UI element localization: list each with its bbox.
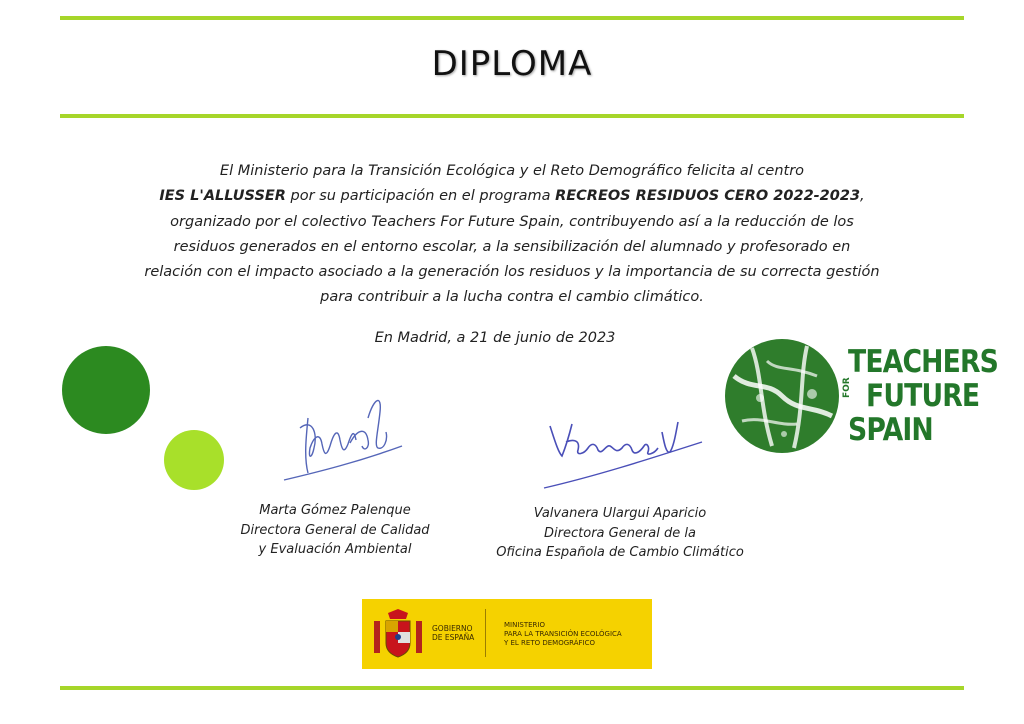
gov-left-line-1: GOBIERNO — [432, 624, 473, 633]
decorative-circle-dark — [62, 346, 150, 434]
signer-2-role-line-2: Oficina Española de Cambio Climático — [496, 545, 744, 560]
signer-1-name: Marta Gómez Palenque — [259, 503, 411, 518]
gov-divider — [485, 609, 486, 657]
school-name: IES L'ALLUSSER — [159, 188, 286, 205]
leaf-globe-icon — [725, 339, 839, 453]
body-line-2-mid: por su participación en el programa — [285, 188, 556, 205]
body-line-1: El Ministerio para la Transición Ecológica y el Reto Demográfico felicita al centro — [219, 163, 805, 179]
gobierno-de-espana-text — [432, 624, 474, 642]
signer-1-block — [230, 501, 440, 560]
gov-right-line-2: PARA LA TRANSICIÓN ECOLÓGICA — [504, 630, 622, 638]
body-line-6: para contribuir a la lucha contra el cambio climático. — [320, 289, 704, 306]
signature-1 — [278, 388, 408, 498]
coat-of-arms-icon — [372, 607, 424, 661]
logo-future-text: FUTURE — [866, 378, 980, 414]
logo-for-text: FOR — [842, 377, 852, 398]
body-line-5: relación con el impacto asociado a la generación los residuos y la importancia de su correcta gestión — [144, 264, 880, 281]
signer-2-role-line-1: Directora General de la — [544, 525, 696, 541]
government-banner — [362, 599, 652, 669]
diploma-title: DIPLOMA — [431, 44, 593, 84]
bottom-rule — [60, 686, 964, 690]
program-name: RECREOS RESIDUOS CERO 2022-2023 — [555, 188, 861, 205]
signer-2-name: Valvanera Ulargui Aparicio — [533, 506, 707, 521]
ministerio-text — [504, 621, 622, 648]
diploma-body — [110, 159, 914, 311]
body-line-3: organizado por el colectivo Teachers For Future Spain, contribuyendo así a la reducción de los — [170, 213, 854, 230]
signer-1-role-line-2: y Evaluación Ambiental — [258, 542, 412, 557]
body-line-2 — [110, 184, 914, 209]
signature-2 — [536, 402, 706, 492]
logo-spain-text: SPAIN — [848, 412, 933, 448]
logo-teachers-text: TEACHERS — [848, 344, 998, 380]
decorative-circle-light — [164, 430, 224, 490]
signer-1-role-line-1: Directora General de Calidad — [240, 522, 430, 538]
gov-left-line-2: DE ESPAÑA — [432, 633, 475, 642]
top-rule — [60, 16, 964, 20]
title-rule — [60, 114, 964, 118]
body-line-2-end: , — [860, 188, 865, 205]
body-line-4: residuos generados en el entorno escolar, a la sensibilización del alumnado y profesorado en — [173, 238, 851, 255]
date-line: En Madrid, a 21 de junio de 2023 — [374, 330, 616, 346]
signer-2-block — [470, 504, 770, 563]
gov-right-line-3: Y EL RETO DEMOGRÁFICO — [504, 639, 595, 647]
gov-right-line-1: MINISTERIO — [504, 621, 545, 629]
